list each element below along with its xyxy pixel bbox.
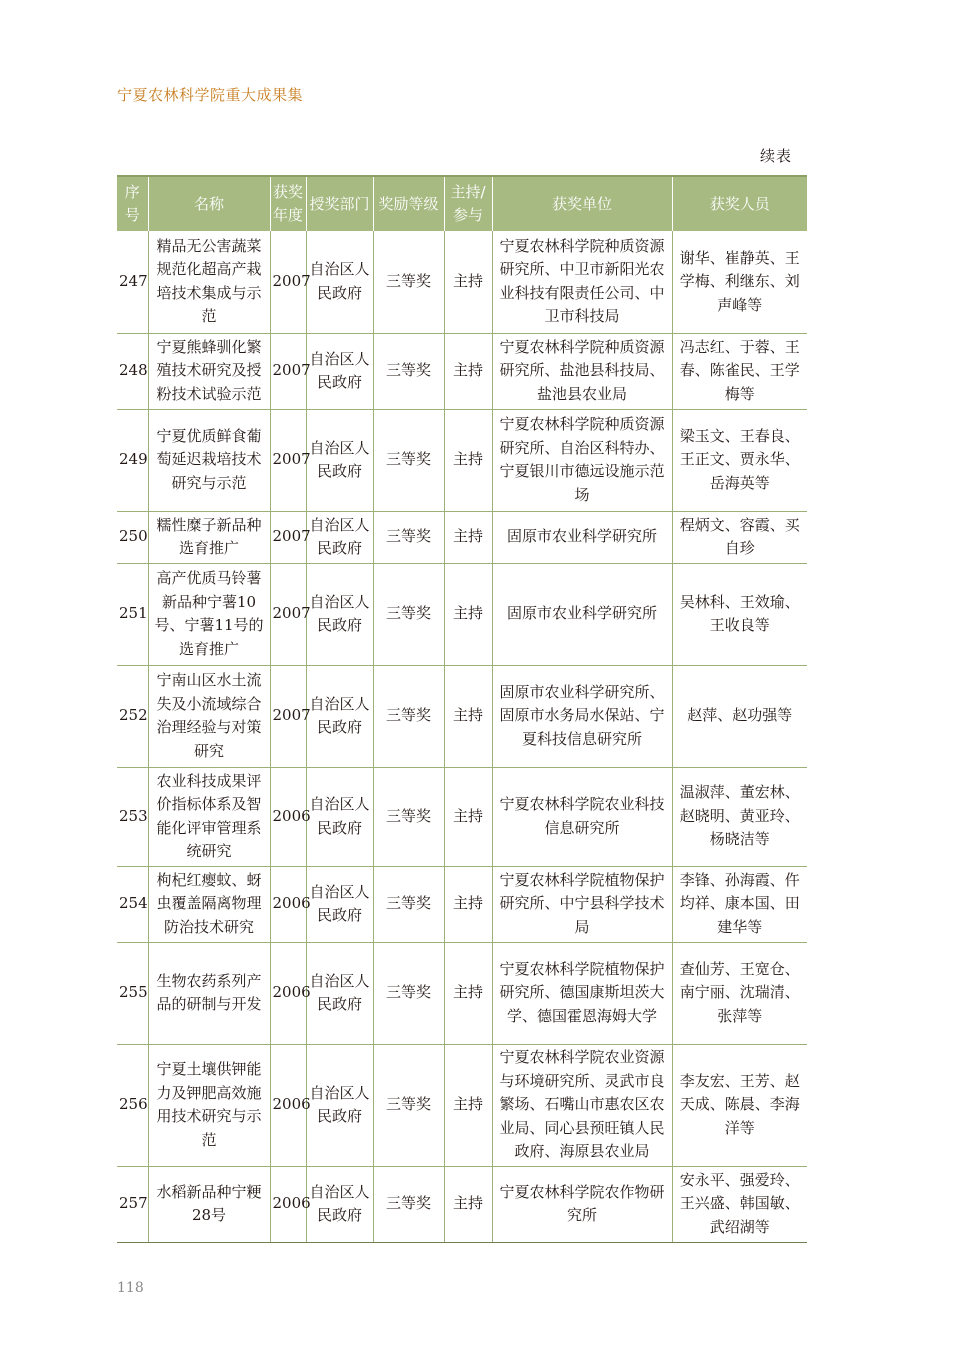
cell-role: 主持 <box>444 231 492 333</box>
cell-units: 宁夏农林科学院农作物研究所 <box>492 1166 672 1242</box>
cell-level: 三等奖 <box>373 563 444 665</box>
table-header-row <box>117 176 807 231</box>
page-number: 118 <box>117 1280 144 1296</box>
cell-role: 主持 <box>444 409 492 511</box>
cell-no: 256 <box>117 1044 148 1166</box>
cell-role: 主持 <box>444 866 492 942</box>
cell-no: 254 <box>117 866 148 942</box>
cell-dept: 自治区人民政府 <box>306 231 373 333</box>
cell-no: 255 <box>117 942 148 1044</box>
cell-year: 2007 <box>270 409 306 511</box>
cell-year: 2007 <box>270 231 306 333</box>
header-people: 获奖人员 <box>672 176 807 231</box>
cell-level: 三等奖 <box>373 942 444 1044</box>
cell-dept: 自治区人民政府 <box>306 1044 373 1166</box>
cell-units: 宁夏农林科学院种质资源研究所、自治区科特办、宁夏银川市德远设施示范场 <box>492 409 672 511</box>
cell-role: 主持 <box>444 1166 492 1242</box>
cell-name: 宁南山区水土流失及小流域综合治理经验与对策研究 <box>148 665 270 767</box>
cell-dept: 自治区人民政府 <box>306 333 373 409</box>
cell-level: 三等奖 <box>373 1044 444 1166</box>
cell-people: 赵萍、赵功强等 <box>672 665 807 767</box>
cell-dept: 自治区人民政府 <box>306 866 373 942</box>
cell-level: 三等奖 <box>373 511 444 563</box>
cell-units: 固原市农业科学研究所 <box>492 563 672 665</box>
header-dept: 授奖部门 <box>306 176 373 231</box>
cell-dept: 自治区人民政府 <box>306 511 373 563</box>
continued-label: 续表 <box>760 147 793 165</box>
cell-year: 2007 <box>270 511 306 563</box>
table-row <box>117 511 807 563</box>
header-level: 奖励等级 <box>373 176 444 231</box>
cell-level: 三等奖 <box>373 1166 444 1242</box>
header-year: 获奖年度 <box>270 176 306 231</box>
cell-name: 农业科技成果评价指标体系及智能化评审管理系统研究 <box>148 767 270 866</box>
cell-no: 251 <box>117 563 148 665</box>
cell-role: 主持 <box>444 511 492 563</box>
cell-units: 宁夏农林科学院种质资源研究所、盐池县科技局、盐池县农业局 <box>492 333 672 409</box>
cell-people: 李锋、孙海霞、仵均祥、康本国、田建华等 <box>672 866 807 942</box>
cell-level: 三等奖 <box>373 665 444 767</box>
cell-units: 宁夏农林科学院种质资源研究所、中卫市新阳光农业科技有限责任公司、中卫市科技局 <box>492 231 672 333</box>
cell-people: 安永平、强爱玲、王兴盛、韩国敏、武绍湖等 <box>672 1166 807 1242</box>
cell-no: 249 <box>117 409 148 511</box>
cell-role: 主持 <box>444 942 492 1044</box>
cell-role: 主持 <box>444 333 492 409</box>
table-body <box>117 231 807 1242</box>
cell-no: 253 <box>117 767 148 866</box>
cell-level: 三等奖 <box>373 333 444 409</box>
cell-units: 宁夏农林科学院农业科技信息研究所 <box>492 767 672 866</box>
cell-role: 主持 <box>444 563 492 665</box>
cell-level: 三等奖 <box>373 767 444 866</box>
cell-people: 吴林科、王效瑜、王收良等 <box>672 563 807 665</box>
cell-year: 2006 <box>270 767 306 866</box>
cell-people: 梁玉文、王春良、王正文、贾永华、岳海英等 <box>672 409 807 511</box>
table-row <box>117 1166 807 1242</box>
cell-no: 257 <box>117 1166 148 1242</box>
table-row <box>117 1044 807 1166</box>
table-row <box>117 231 807 333</box>
cell-no: 247 <box>117 231 148 333</box>
cell-name: 糯性糜子新品种选育推广 <box>148 511 270 563</box>
cell-people: 查仙芳、王宽仓、南宁丽、沈瑞清、张萍等 <box>672 942 807 1044</box>
cell-year: 2006 <box>270 1044 306 1166</box>
cell-units: 固原市农业科学研究所、固原市水务局水保站、宁夏科技信息研究所 <box>492 665 672 767</box>
cell-name: 生物农药系列产品的研制与开发 <box>148 942 270 1044</box>
cell-role: 主持 <box>444 665 492 767</box>
cell-no: 252 <box>117 665 148 767</box>
table-row <box>117 333 807 409</box>
cell-no: 250 <box>117 511 148 563</box>
cell-year: 2007 <box>270 563 306 665</box>
header-units: 获奖单位 <box>492 176 672 231</box>
cell-name: 宁夏优质鲜食葡萄延迟栽培技术研究与示范 <box>148 409 270 511</box>
cell-year: 2007 <box>270 665 306 767</box>
cell-name: 宁夏土壤供钾能力及钾肥高效施用技术研究与示范 <box>148 1044 270 1166</box>
cell-year: 2006 <box>270 942 306 1044</box>
table-row <box>117 409 807 511</box>
cell-role: 主持 <box>444 767 492 866</box>
cell-year: 2006 <box>270 1166 306 1242</box>
cell-no: 248 <box>117 333 148 409</box>
cell-role: 主持 <box>444 1044 492 1166</box>
cell-units: 宁夏农林科学院农业资源与环境研究所、灵武市良繁场、石嘴山市惠农区农业局、同心县预旺镇人民政府、海原县农业局 <box>492 1044 672 1166</box>
cell-level: 三等奖 <box>373 866 444 942</box>
cell-level: 三等奖 <box>373 231 444 333</box>
cell-dept: 自治区人民政府 <box>306 665 373 767</box>
cell-dept: 自治区人民政府 <box>306 563 373 665</box>
cell-units: 宁夏农林科学院植物保护研究所、德国康斯坦茨大学、德国霍恩海姆大学 <box>492 942 672 1044</box>
cell-people: 程炳文、容霞、买自珍 <box>672 511 807 563</box>
book-title: 宁夏农林科学院重大成果集 <box>117 86 304 104</box>
awards-table <box>117 175 807 1243</box>
header-role: 主持/参与 <box>444 176 492 231</box>
cell-people: 冯志红、于蓉、王春、陈雀民、王学梅等 <box>672 333 807 409</box>
cell-dept: 自治区人民政府 <box>306 942 373 1044</box>
table-row <box>117 942 807 1044</box>
cell-year: 2006 <box>270 866 306 942</box>
cell-people: 温淑萍、董宏林、赵晓明、黄亚玲、杨晓洁等 <box>672 767 807 866</box>
cell-level: 三等奖 <box>373 409 444 511</box>
table-row <box>117 767 807 866</box>
cell-name: 宁夏熊蜂驯化繁殖技术研究及授粉技术试验示范 <box>148 333 270 409</box>
cell-name: 精品无公害蔬菜规范化超高产栽培技术集成与示范 <box>148 231 270 333</box>
cell-name: 高产优质马铃薯新品种宁薯10号、宁薯11号的选育推广 <box>148 563 270 665</box>
cell-people: 谢华、崔静英、王学梅、利继东、刘声峰等 <box>672 231 807 333</box>
cell-name: 水稻新品种宁粳28号 <box>148 1166 270 1242</box>
cell-year: 2007 <box>270 333 306 409</box>
cell-dept: 自治区人民政府 <box>306 767 373 866</box>
table-row <box>117 665 807 767</box>
header-name: 名称 <box>148 176 270 231</box>
table-row <box>117 866 807 942</box>
cell-people: 李友宏、王芳、赵天成、陈晨、李海洋等 <box>672 1044 807 1166</box>
cell-dept: 自治区人民政府 <box>306 409 373 511</box>
cell-dept: 自治区人民政府 <box>306 1166 373 1242</box>
cell-name: 枸杞红瘿蚊、蚜虫覆盖隔离物理防治技术研究 <box>148 866 270 942</box>
cell-units: 宁夏农林科学院植物保护研究所、中宁县科学技术局 <box>492 866 672 942</box>
cell-units: 固原市农业科学研究所 <box>492 511 672 563</box>
header-no: 序号 <box>117 176 148 231</box>
table-row <box>117 563 807 665</box>
